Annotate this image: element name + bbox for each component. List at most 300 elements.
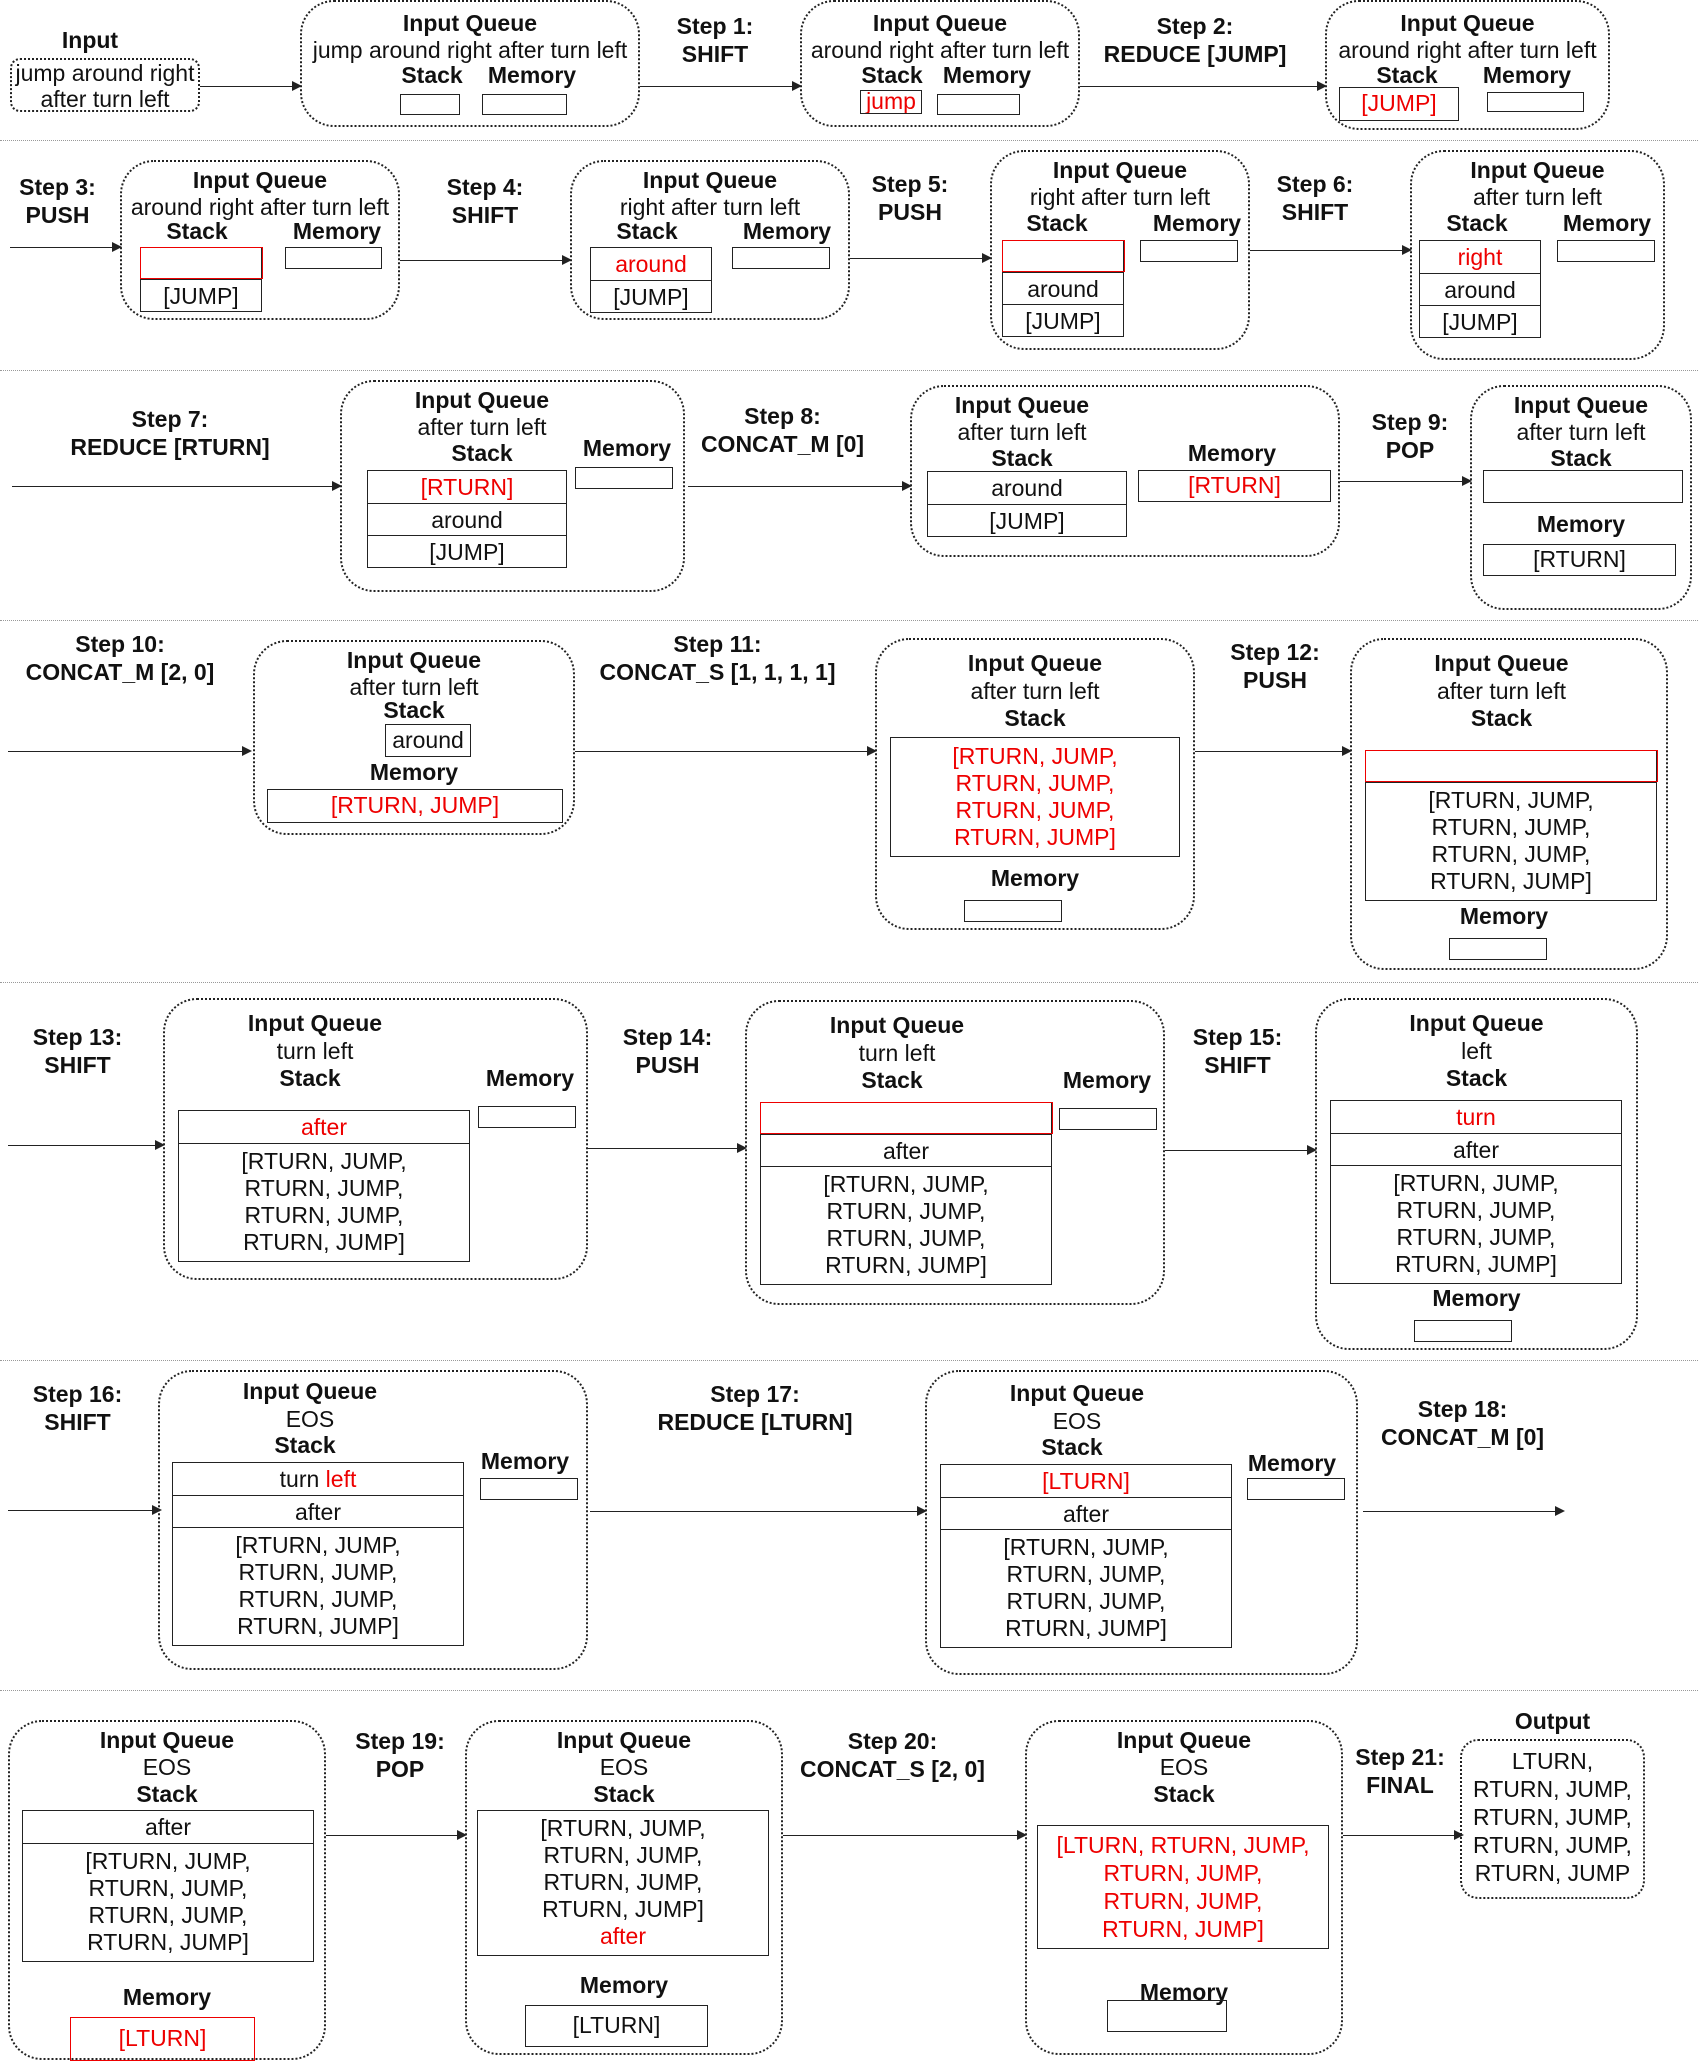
stack-line: [LTURN, RTURN, JUMP,: [1056, 1832, 1310, 1858]
step-label: [60, 405, 280, 461]
step-label-line: PUSH: [1243, 667, 1307, 693]
stack-line: RTURN, JUMP,: [1396, 1197, 1556, 1223]
row-separator: [0, 1360, 1698, 1361]
arrow: [1080, 86, 1325, 87]
stack-row: [JUMP]: [928, 504, 1126, 536]
step-label-line: CONCAT_S [1, 1, 1, 1]: [599, 659, 836, 685]
step-label-line: FINAL: [1366, 1772, 1434, 1798]
step-label: [1220, 638, 1330, 694]
queue-title: Input Queue: [247, 1010, 383, 1036]
queue-title: Input Queue: [872, 10, 1008, 36]
memory-cell: [RTURN]: [1483, 544, 1676, 576]
step-label-line: CONCAT_S [2, 0]: [800, 1756, 985, 1782]
memory-empty-cell: [575, 467, 673, 489]
queue-text: after turn left: [970, 678, 1100, 704]
output-box: [1460, 1739, 1645, 1899]
stack-row: after: [173, 1495, 463, 1527]
step-label-line: Step 2:: [1156, 13, 1234, 39]
stack-title: Stack: [1041, 1434, 1103, 1460]
queue-title: Input Queue: [192, 167, 328, 193]
step-label: [655, 12, 775, 68]
stack-line: RTURN, JUMP,: [1103, 1860, 1263, 1886]
state-box: [1025, 1720, 1343, 2055]
queue-text: after turn left: [349, 674, 479, 700]
step-label-line: PUSH: [635, 1052, 700, 1078]
arrow: [1250, 250, 1410, 251]
queue-title: Input Queue: [1409, 1010, 1544, 1036]
stack-row: after: [1331, 1133, 1621, 1165]
queue-title: Input Queue: [1513, 392, 1649, 418]
row-separator: [0, 140, 1698, 141]
stack-row: [179, 1143, 469, 1261]
stack-box: [590, 247, 712, 313]
memory-cell: [RTURN, JUMP]: [267, 789, 563, 823]
stack-title: Stack: [279, 1065, 341, 1091]
arrow: [326, 1835, 465, 1836]
state-box: [340, 380, 685, 592]
stack-line: [RTURN, JUMP,: [1393, 1170, 1559, 1196]
state-box: [1470, 385, 1692, 610]
stack-line: RTURN, JUMP,: [1431, 840, 1591, 867]
step-label: [1370, 1395, 1555, 1451]
arrow: [1343, 1835, 1462, 1836]
step-label-line: Step 13:: [32, 1024, 123, 1050]
stack-line: RTURN, JUMP]: [1102, 1916, 1264, 1942]
stack-title: Stack: [1470, 705, 1533, 731]
memory-title: Memory: [480, 1448, 570, 1474]
stack-line: [RTURN, JUMP,: [1003, 1534, 1169, 1560]
queue-text: right after turn left: [619, 194, 801, 220]
stack-line: RTURN, JUMP,: [1103, 1888, 1263, 1914]
step-label-line: PUSH: [25, 202, 90, 228]
memory-empty-cell: [1107, 2000, 1227, 2032]
input-line: jump around right: [15, 60, 195, 86]
stack-row: after: [761, 1134, 1051, 1166]
queue-title: Input Queue: [1434, 650, 1569, 676]
stack-box: [760, 1102, 1052, 1285]
stack-row: right: [1457, 244, 1503, 270]
arrow: [400, 260, 570, 261]
memory-empty-cell: [482, 94, 567, 115]
step-label: [5, 173, 110, 229]
input-title: Input: [61, 27, 119, 53]
stack-row: [LTURN]: [1042, 1468, 1130, 1494]
step-label-line: Step 3:: [19, 174, 96, 200]
stack-box: [140, 247, 262, 312]
state-box: [925, 1370, 1358, 1675]
queue-text: around right after turn left: [810, 37, 1070, 63]
arrow: [1340, 481, 1470, 482]
queue-title: Input Queue: [1470, 157, 1605, 183]
stack-row: [173, 1463, 463, 1495]
step-label: [1345, 1743, 1455, 1799]
stack-title: Stack: [861, 1067, 923, 1093]
stack-line: after: [599, 1923, 647, 1949]
stack-row: [941, 1529, 1231, 1647]
stack-line: RTURN, JUMP,: [1006, 1588, 1166, 1614]
stack-row: turn: [1456, 1104, 1496, 1130]
arrow: [1363, 1511, 1563, 1512]
stack-empty-cell: [400, 94, 460, 115]
stack-line: RTURN, JUMP,: [1006, 1561, 1166, 1587]
stack-line: RTURN, JUMP,: [543, 1869, 703, 1895]
step-label-line: CONCAT_M [0]: [1380, 1424, 1545, 1450]
stack-row: around: [368, 503, 566, 535]
state-box: [158, 1370, 588, 1670]
stack-title: Stack: [274, 1432, 336, 1458]
state-box: [745, 1000, 1165, 1305]
stack-box: [927, 471, 1127, 537]
queue-text: after turn left: [1436, 678, 1567, 704]
state-box: [120, 160, 400, 320]
step-label: [690, 402, 875, 458]
stack-line: RTURN, JUMP,: [826, 1224, 986, 1251]
queue-text: after turn left: [957, 419, 1087, 445]
queue-title: Input Queue: [346, 647, 482, 673]
queue-text: after turn left: [1516, 419, 1646, 445]
arrow: [200, 86, 300, 87]
stack-line: RTURN, JUMP,: [1431, 813, 1591, 840]
stack-line: RTURN, JUMP,: [88, 1875, 248, 1901]
stack-row: around: [991, 475, 1063, 501]
row-separator: [0, 1690, 1698, 1691]
row-separator: [0, 620, 1698, 621]
stack-title: Stack: [1026, 210, 1088, 236]
queue-text: turn left: [276, 1038, 354, 1064]
step-label-line: Step 8:: [744, 403, 821, 429]
state-box: [8, 1720, 326, 2060]
output-line: RTURN, JUMP: [1474, 1860, 1631, 1886]
stack-row: [23, 1843, 313, 1961]
stack-line: [RTURN, JUMP,: [952, 743, 1118, 769]
queue-title: Input Queue: [242, 1378, 378, 1404]
state-box: [910, 385, 1340, 557]
state-box: [300, 0, 640, 127]
stack-box: [172, 1462, 464, 1646]
arrow: [8, 1145, 163, 1146]
step-label: [1265, 170, 1365, 226]
arrow: [12, 486, 340, 487]
step-label: [1355, 408, 1465, 464]
memory-empty-cell: [937, 94, 1020, 115]
stack-line: RTURN, JUMP]: [1395, 1251, 1557, 1277]
stack-title: Stack: [593, 1781, 655, 1807]
stack-title: Stack: [1004, 705, 1066, 731]
step-label-line: POP: [1385, 437, 1435, 463]
step-label-line: Step 14:: [622, 1024, 713, 1050]
stack-line: RTURN, JUMP,: [543, 1842, 703, 1868]
input-line: after turn left: [40, 86, 170, 112]
queue-text: EOS: [142, 1754, 192, 1780]
memory-title: Memory: [485, 1065, 575, 1091]
output-title: Output: [1514, 1708, 1591, 1734]
queue-text: around right after turn left: [1338, 37, 1597, 63]
step-label: [20, 1023, 135, 1079]
stack-row: around: [615, 251, 687, 277]
queue-text: turn left: [858, 1040, 936, 1066]
arrow: [10, 247, 120, 248]
step-label-line: Step 1:: [676, 13, 754, 39]
memory-cell: [LTURN]: [525, 2005, 708, 2047]
step-label-line: REDUCE [JUMP]: [1103, 41, 1287, 67]
state-box: [990, 150, 1250, 350]
state-box: [875, 638, 1195, 930]
stack-cell: [1037, 1825, 1329, 1949]
stack-title: Stack: [616, 218, 678, 244]
stack-row: [JUMP]: [591, 280, 711, 312]
arrow: [850, 258, 990, 259]
stack-title: Stack: [451, 440, 513, 466]
stack-line: RTURN, JUMP,: [1396, 1224, 1556, 1250]
step-label-line: Step 18:: [1417, 1396, 1508, 1422]
memory-title: Memory: [942, 62, 1032, 88]
queue-title: Input Queue: [1116, 1727, 1252, 1753]
stack-box: [1419, 240, 1541, 338]
step-label-line: CONCAT_M [2, 0]: [25, 659, 215, 685]
memory-title: Memory: [1062, 1067, 1152, 1093]
step-label: [585, 630, 850, 686]
queue-title: Input Queue: [414, 387, 550, 413]
stack-row: [140, 247, 263, 279]
state-box: [1325, 0, 1610, 130]
queue-text: around right after turn left: [130, 194, 390, 220]
arrow: [783, 1835, 1025, 1836]
memory-empty-cell: [1059, 1108, 1157, 1130]
memory-title: Memory: [582, 435, 672, 461]
step-label: [345, 1727, 455, 1783]
stack-row: [JUMP]: [368, 535, 566, 567]
stack-line: RTURN, JUMP]: [825, 1251, 987, 1278]
step-label-line: Step 19:: [355, 1728, 445, 1754]
queue-text: right after turn left: [1029, 184, 1211, 210]
stack-cell: [1483, 470, 1683, 503]
arrow: [1195, 751, 1350, 752]
queue-text: EOS: [285, 1406, 335, 1432]
step-label: [430, 173, 540, 229]
queue-text: EOS: [599, 1754, 649, 1780]
stack-row: around: [1420, 273, 1540, 305]
step-label-line: Step 20:: [847, 1728, 938, 1754]
memory-title: Memory: [1432, 1285, 1521, 1311]
memory-empty-cell: [285, 247, 382, 269]
step-label: [650, 1380, 860, 1436]
memory-title: Memory: [742, 218, 832, 244]
stack-box: [1365, 750, 1657, 901]
stack-line: RTURN, JUMP,: [244, 1175, 404, 1201]
arrow: [688, 486, 910, 487]
step-label-line: POP: [375, 1756, 425, 1782]
step-label-line: Step 16:: [32, 1381, 123, 1407]
memory-title: Memory: [1152, 210, 1242, 236]
stack-row: [1365, 750, 1658, 782]
stack-line: RTURN, JUMP,: [244, 1202, 404, 1228]
state-box: [800, 0, 1080, 127]
arrow: [575, 751, 875, 752]
queue-title: Input Queue: [99, 1727, 235, 1753]
stack-row: [760, 1102, 1053, 1134]
stack-row: [JUMP]: [1003, 304, 1123, 336]
stack-row: [761, 1166, 1051, 1284]
stack-title: Stack: [861, 62, 923, 88]
stack-cell: around: [385, 724, 471, 757]
memory-empty-cell: [964, 900, 1062, 922]
state-box: [1350, 638, 1668, 970]
stack-box: [1330, 1100, 1622, 1284]
state-box: [163, 998, 588, 1280]
step-label-line: Step 15:: [1192, 1024, 1283, 1050]
stack-line: RTURN, JUMP]: [1430, 867, 1592, 894]
stack-title: Stack: [1445, 1065, 1508, 1091]
state-box: [465, 1720, 783, 2055]
arrow: [8, 751, 250, 752]
stack-title: Stack: [136, 1781, 198, 1807]
stack-row: after: [300, 1114, 348, 1140]
stack-line: [RTURN, JUMP,: [823, 1170, 989, 1197]
stack-line: [RTURN, JUMP,: [540, 1815, 706, 1841]
step-label-line: Step 5:: [871, 171, 949, 197]
stack-cell: jump: [860, 90, 922, 114]
stack-title: Stack: [1446, 210, 1508, 236]
step-label: [1180, 1023, 1295, 1079]
queue-text: after turn left: [1472, 184, 1603, 210]
memory-title: Memory: [1482, 62, 1572, 88]
step-label-line: SHIFT: [1281, 199, 1349, 225]
stack-line: RTURN, JUMP]: [87, 1929, 249, 1955]
cell-part: left: [319, 1466, 357, 1492]
step-label-line: SHIFT: [681, 41, 749, 67]
memory-empty-cell: [1449, 938, 1547, 960]
step-label-line: Step 10:: [75, 631, 165, 657]
queue-title: Input Queue: [967, 650, 1103, 676]
stack-row: [1002, 240, 1125, 272]
cell-part: turn: [279, 1466, 320, 1492]
state-box: [1410, 150, 1665, 360]
memory-empty-cell: [478, 1106, 576, 1128]
step-label-line: SHIFT: [44, 1052, 111, 1078]
queue-title: Input Queue: [954, 392, 1090, 418]
output-line: RTURN, JUMP,: [1473, 1832, 1632, 1858]
queue-title: Input Queue: [642, 167, 778, 193]
arrow: [588, 1148, 745, 1149]
queue-title: Input Queue: [1009, 1380, 1145, 1406]
arrow: [8, 1510, 160, 1511]
queue-text: jump around right after turn left: [312, 37, 628, 63]
stack-line: RTURN, JUMP]: [237, 1613, 399, 1639]
stack-row: [JUMP]: [1420, 305, 1540, 337]
memory-cell: [LTURN]: [70, 2017, 255, 2061]
stack-cell: [JUMP]: [1339, 87, 1459, 121]
stack-title: Stack: [1153, 1781, 1215, 1807]
stack-line: RTURN, JUMP,: [238, 1559, 398, 1585]
stack-line: RTURN, JUMP]: [1005, 1615, 1167, 1641]
stack-title: Stack: [991, 445, 1053, 471]
memory-empty-cell: [1487, 92, 1584, 112]
state-box: [570, 160, 850, 320]
stack-box: [940, 1464, 1232, 1648]
memory-title: Memory: [292, 218, 382, 244]
queue-title: Input Queue: [1400, 10, 1535, 36]
step-label-line: SHIFT: [1204, 1052, 1271, 1078]
memory-empty-cell: [1557, 240, 1655, 262]
stack-box: [367, 470, 567, 568]
memory-title: Memory: [579, 1972, 669, 1998]
queue-text: EOS: [1052, 1408, 1102, 1434]
step-label-line: Step 11:: [673, 631, 762, 657]
stack-line: RTURN, JUMP]: [243, 1229, 405, 1255]
arrow: [1165, 1150, 1315, 1151]
stack-line: RTURN, JUMP,: [955, 770, 1115, 796]
stack-cell: [890, 737, 1180, 857]
stack-box: [22, 1810, 314, 1962]
step-label-line: PUSH: [878, 199, 942, 225]
step-label-line: Step 7:: [131, 406, 209, 432]
stack-row: after: [144, 1814, 192, 1840]
stack-box: [178, 1110, 470, 1262]
stack-title: Stack: [166, 218, 228, 244]
memory-title: Memory: [990, 865, 1080, 891]
stack-title: Stack: [401, 62, 463, 88]
stack-row: [1331, 1165, 1621, 1283]
step-label: [790, 1727, 995, 1783]
step-label-line: Step 17:: [710, 1381, 800, 1407]
step-label: [1090, 12, 1300, 68]
stack-row: after: [941, 1497, 1231, 1529]
stack-line: [RTURN, JUMP,: [1428, 786, 1594, 813]
stack-row: [478, 1811, 768, 1955]
step-label-line: REDUCE [LTURN]: [657, 1409, 853, 1435]
step-label-line: SHIFT: [451, 202, 519, 228]
stack-box: [477, 1810, 769, 1956]
stack-row: [JUMP]: [141, 279, 261, 311]
row-separator: [0, 370, 1698, 371]
step-label-line: Step 12:: [1230, 639, 1320, 665]
row-separator: [0, 982, 1698, 983]
step-label: [605, 1023, 730, 1079]
stack-row: [173, 1527, 463, 1645]
step-label-line: REDUCE [RTURN]: [70, 434, 270, 460]
step-label-line: CONCAT_M [0]: [700, 431, 865, 457]
memory-title: Memory: [1459, 903, 1549, 929]
stack-line: [RTURN, JUMP,: [241, 1148, 407, 1174]
step-label-line: Step 21:: [1355, 1744, 1445, 1770]
stack-title: Stack: [1376, 62, 1438, 88]
output-line: LTURN,: [1511, 1748, 1594, 1774]
queue-text: after turn left: [417, 414, 547, 440]
step-label-line: SHIFT: [44, 1409, 111, 1435]
step-label-line: Step 9:: [1371, 409, 1449, 435]
memory-title: Memory: [1247, 1450, 1337, 1476]
memory-title: Memory: [1536, 511, 1626, 537]
memory-title: Memory: [1139, 1979, 1229, 2005]
stack-row: [1366, 782, 1656, 900]
stack-title: Stack: [1550, 445, 1612, 471]
stack-line: [RTURN, JUMP,: [235, 1532, 401, 1558]
memory-empty-cell: [1140, 240, 1238, 262]
output-line: RTURN, JUMP,: [1473, 1776, 1632, 1802]
stack-line: RTURN, JUMP,: [955, 797, 1115, 823]
output-line: RTURN, JUMP,: [1473, 1804, 1632, 1830]
step-label: [20, 1380, 135, 1436]
memory-title: Memory: [369, 759, 459, 785]
stack-line: RTURN, JUMP,: [826, 1197, 986, 1224]
stack-line: RTURN, JUMP,: [88, 1902, 248, 1928]
memory-empty-cell: [732, 247, 830, 269]
memory-empty-cell: [480, 1478, 578, 1500]
memory-title: Memory: [1187, 440, 1277, 466]
stack-title: Stack: [383, 697, 445, 723]
memory-empty-cell: [1414, 1320, 1512, 1342]
memory-cell: [RTURN]: [1138, 470, 1331, 502]
